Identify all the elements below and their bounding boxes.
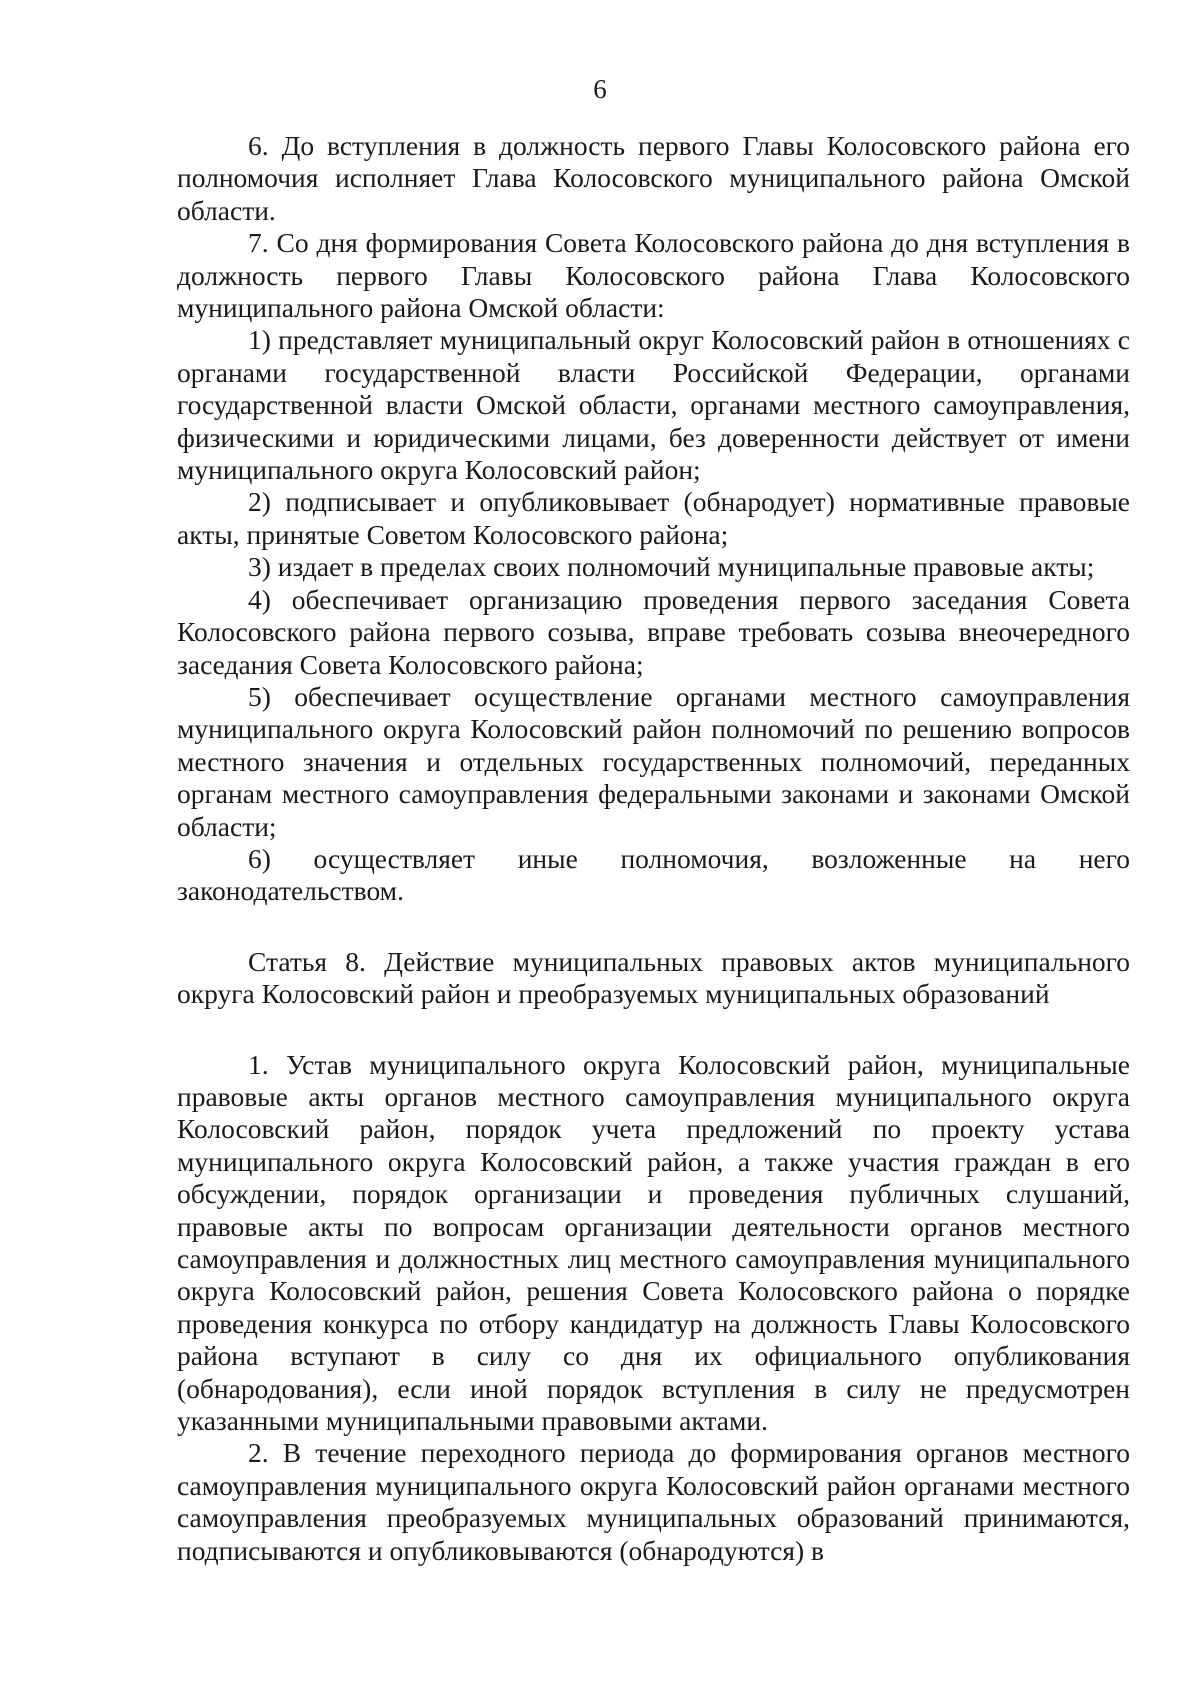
list-item-5: 5) обеспечивает осуществление органами местного самоуправления муниципального округа Колосовский район полномочий по решению вопросов местного значения и отдельных государственных полномочий, переданных органам местного самоуправления федеральными законами и законами Омской области; <box>177 680 1130 842</box>
article-8-paragraph-2: 2. В течение переходного периода до формирования органов местного самоуправления муниципального округа Колосовский район органами местного самоуправления преобразуемых муниципальных образований принимаются, подписываются и опубликовываются (обнародуются) в <box>177 1437 1130 1566</box>
paragraph-7: 7. Со дня формирования Совета Колосовского района до дня вступления в должность первого Главы Колосовского района Глава Колосовского муниципального района Омской области: <box>177 227 1130 324</box>
list-item-1: 1) представляет муниципальный округ Колосовский район в отношениях с органами государственной власти Российской Федерации, органами государственной власти Омской области, органами местного самоуправления, физическими и юридическими лицами, без доверенности действует от имени муниципального округа Колосовский район; <box>177 324 1130 486</box>
document-body <box>177 130 1130 1567</box>
list-item-4: 4) обеспечивает организацию проведения первого заседания Совета Колосовского района первого созыва, вправе требовать созыва внеочередного заседания Совета Колосовского района; <box>177 583 1130 680</box>
article-8-paragraph-1: 1. Устав муниципального округа Колосовский район, муниципальные правовые акты органов местного самоуправления муниципального округа Колосовский район, порядок учета предложений по проекту устава муниципального округа Колосовский район, а также участия граждан в его обсуждении, порядок организации и проведения публичных слушаний, правовые акты по вопросам организации деятельности органов местного самоуправления и должностных лиц местного самоуправления муниципального округа Колосовский район, решения Совета Колосовского района о порядке проведения конкурса по отбору кандидатур на должность Главы Колосовского района вступают в силу со дня их официального опубликования (обнародования), если иной порядок вступления в силу не предусмотрен указанными муниципальными правовыми актами. <box>177 1048 1130 1437</box>
list-item-3: 3) издает в пределах своих полномочий муниципальные правовые акты; <box>248 551 1095 583</box>
page-number: 6 <box>593 74 607 104</box>
paragraph-6: 6. До вступления в должность первого Главы Колосовского района его полномочия исполняет Глава Колосовского муниципального района Омской области. <box>177 130 1130 226</box>
list-item-2: 2) подписывает и опубликовывает (обнародует) нормативные правовые акты, принятые Советом Колосовского района; <box>177 486 1130 550</box>
list-item-6: 6) осуществляет иные полномочия, возложенные на него законодательством. <box>177 842 1130 907</box>
article-8-heading: Статья 8. Действие муниципальных правовых актов муниципального округа Колосовский район и преобразуемых муниципальных образований <box>177 945 1130 1010</box>
